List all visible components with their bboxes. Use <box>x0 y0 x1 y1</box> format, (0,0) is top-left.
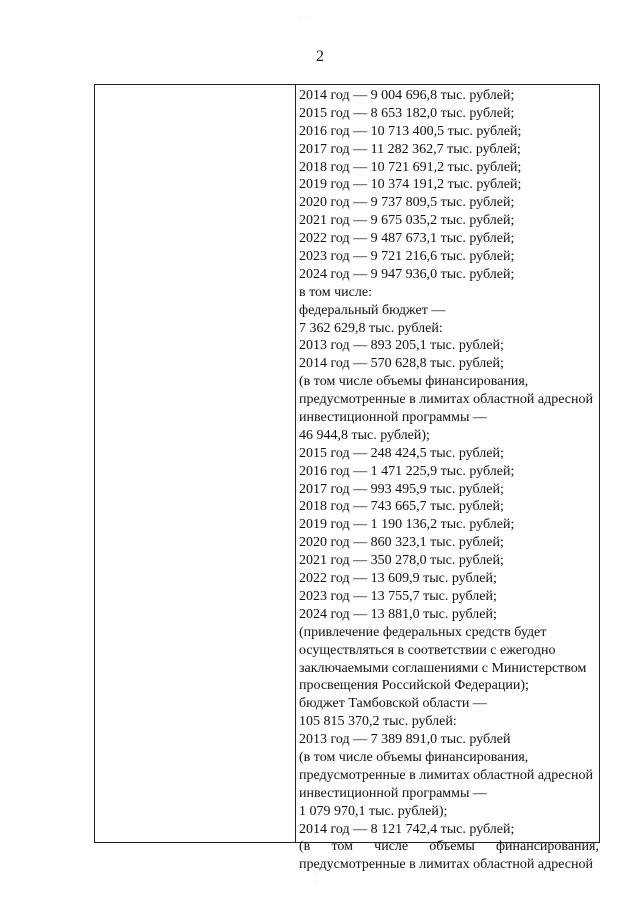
financing-line: 2022 год — 13 609,9 тыс. рублей; <box>299 571 497 587</box>
financing-line: 105 815 370,2 тыс. рублей: <box>299 714 457 730</box>
financing-line: заключаемыми соглашениями с Министерством <box>299 660 587 676</box>
justified-line <box>299 838 599 856</box>
financing-line: 2018 год — 10 721 691,2 тыс. рублей; <box>299 159 522 175</box>
word: объемы <box>429 839 475 855</box>
financing-table <box>94 84 600 873</box>
financing-line: 2015 год — 248 424,5 тыс. рублей; <box>299 445 504 461</box>
financing-line: 2014 год — 570 628,8 тыс. рублей; <box>299 356 504 372</box>
word: числе <box>374 839 409 855</box>
financing-line: 46 944,8 тыс. рублей); <box>299 427 430 443</box>
financing-line: (привлечение федеральных средств будет <box>299 624 547 640</box>
financing-line: 2023 год — 13 755,7 тыс. рублей; <box>299 588 497 604</box>
financing-line: федеральный бюджет — <box>299 302 446 318</box>
financing-line: 2016 год — 10 713 400,5 тыс. рублей; <box>299 123 522 139</box>
page-number: 2 <box>316 48 324 65</box>
financing-line: просвещения Российской Федерации); <box>299 678 529 694</box>
financing-line: 2014 год — 9 004 696,8 тыс. рублей; <box>299 88 515 103</box>
scan-specks-bottom: · · <box>316 870 319 886</box>
financing-line: предусмотренные в лимитах областной адресной <box>299 767 593 783</box>
financing-line: инвестиционной программы — <box>299 410 487 426</box>
financing-line: 2020 год — 9 737 809,5 тыс. рублей; <box>299 195 515 211</box>
financing-line: 2017 год — 11 282 362,7 тыс. рублей; <box>299 141 521 157</box>
column-divider <box>295 85 296 842</box>
scan-specks: · · <box>300 14 309 22</box>
financing-line: 2022 год — 9 487 673,1 тыс. рублей; <box>299 231 515 247</box>
financing-line: 7 362 629,8 тыс. рублей: <box>299 320 443 336</box>
financing-line: 2013 год — 893 205,1 тыс. рублей; <box>299 338 504 354</box>
financing-line: 2020 год — 860 323,1 тыс. рублей; <box>299 535 504 551</box>
word: (в <box>299 839 311 855</box>
financing-line: 2019 год — 10 374 191,2 тыс. рублей; <box>299 177 522 193</box>
financing-line: 2021 год — 350 278,0 тыс. рублей; <box>299 553 504 569</box>
financing-line: осуществляться в соответствии с ежегодно <box>299 642 556 658</box>
financing-line: бюджет Тамбовской области — <box>299 696 487 712</box>
financing-line: 2017 год — 993 495,9 тыс. рублей; <box>299 481 504 497</box>
financing-line: 2016 год — 1 471 225,9 тыс. рублей; <box>299 463 515 479</box>
financing-line: 2014 год — 8 121 742,4 тыс. рублей; <box>299 821 515 837</box>
financing-line: в том числе: <box>299 284 372 300</box>
financing-line: инвестиционной программы — <box>299 785 487 801</box>
financing-line: 1 079 970,1 тыс. рублей); <box>299 803 448 819</box>
financing-line: 2019 год — 1 190 136,2 тыс. рублей; <box>299 517 515 533</box>
financing-line: 2024 год — 9 947 936,0 тыс. рублей; <box>299 266 515 282</box>
word: финансирования, <box>495 839 599 855</box>
financing-line: 2024 год — 13 881,0 тыс. рублей; <box>299 606 497 622</box>
financing-line: предусмотренные в лимитах областной адресной <box>299 857 593 873</box>
word: том <box>331 839 353 855</box>
financing-line: (в том числе объемы финансирования, <box>299 749 529 765</box>
financing-cell <box>299 87 599 874</box>
financing-line: 2018 год — 743 665,7 тыс. рублей; <box>299 499 504 515</box>
financing-line: 2013 год — 7 389 891,0 тыс. рублей <box>299 732 511 748</box>
financing-line: 2021 год — 9 675 035,2 тыс. рублей; <box>299 213 515 229</box>
financing-line: 2015 год — 8 653 182,0 тыс. рублей; <box>299 105 515 121</box>
financing-line: предусмотренные в лимитах областной адресной <box>299 392 593 408</box>
financing-line: (в том числе объемы финансирования, <box>299 374 529 390</box>
financing-line: 2023 год — 9 721 216,6 тыс. рублей; <box>299 249 515 265</box>
